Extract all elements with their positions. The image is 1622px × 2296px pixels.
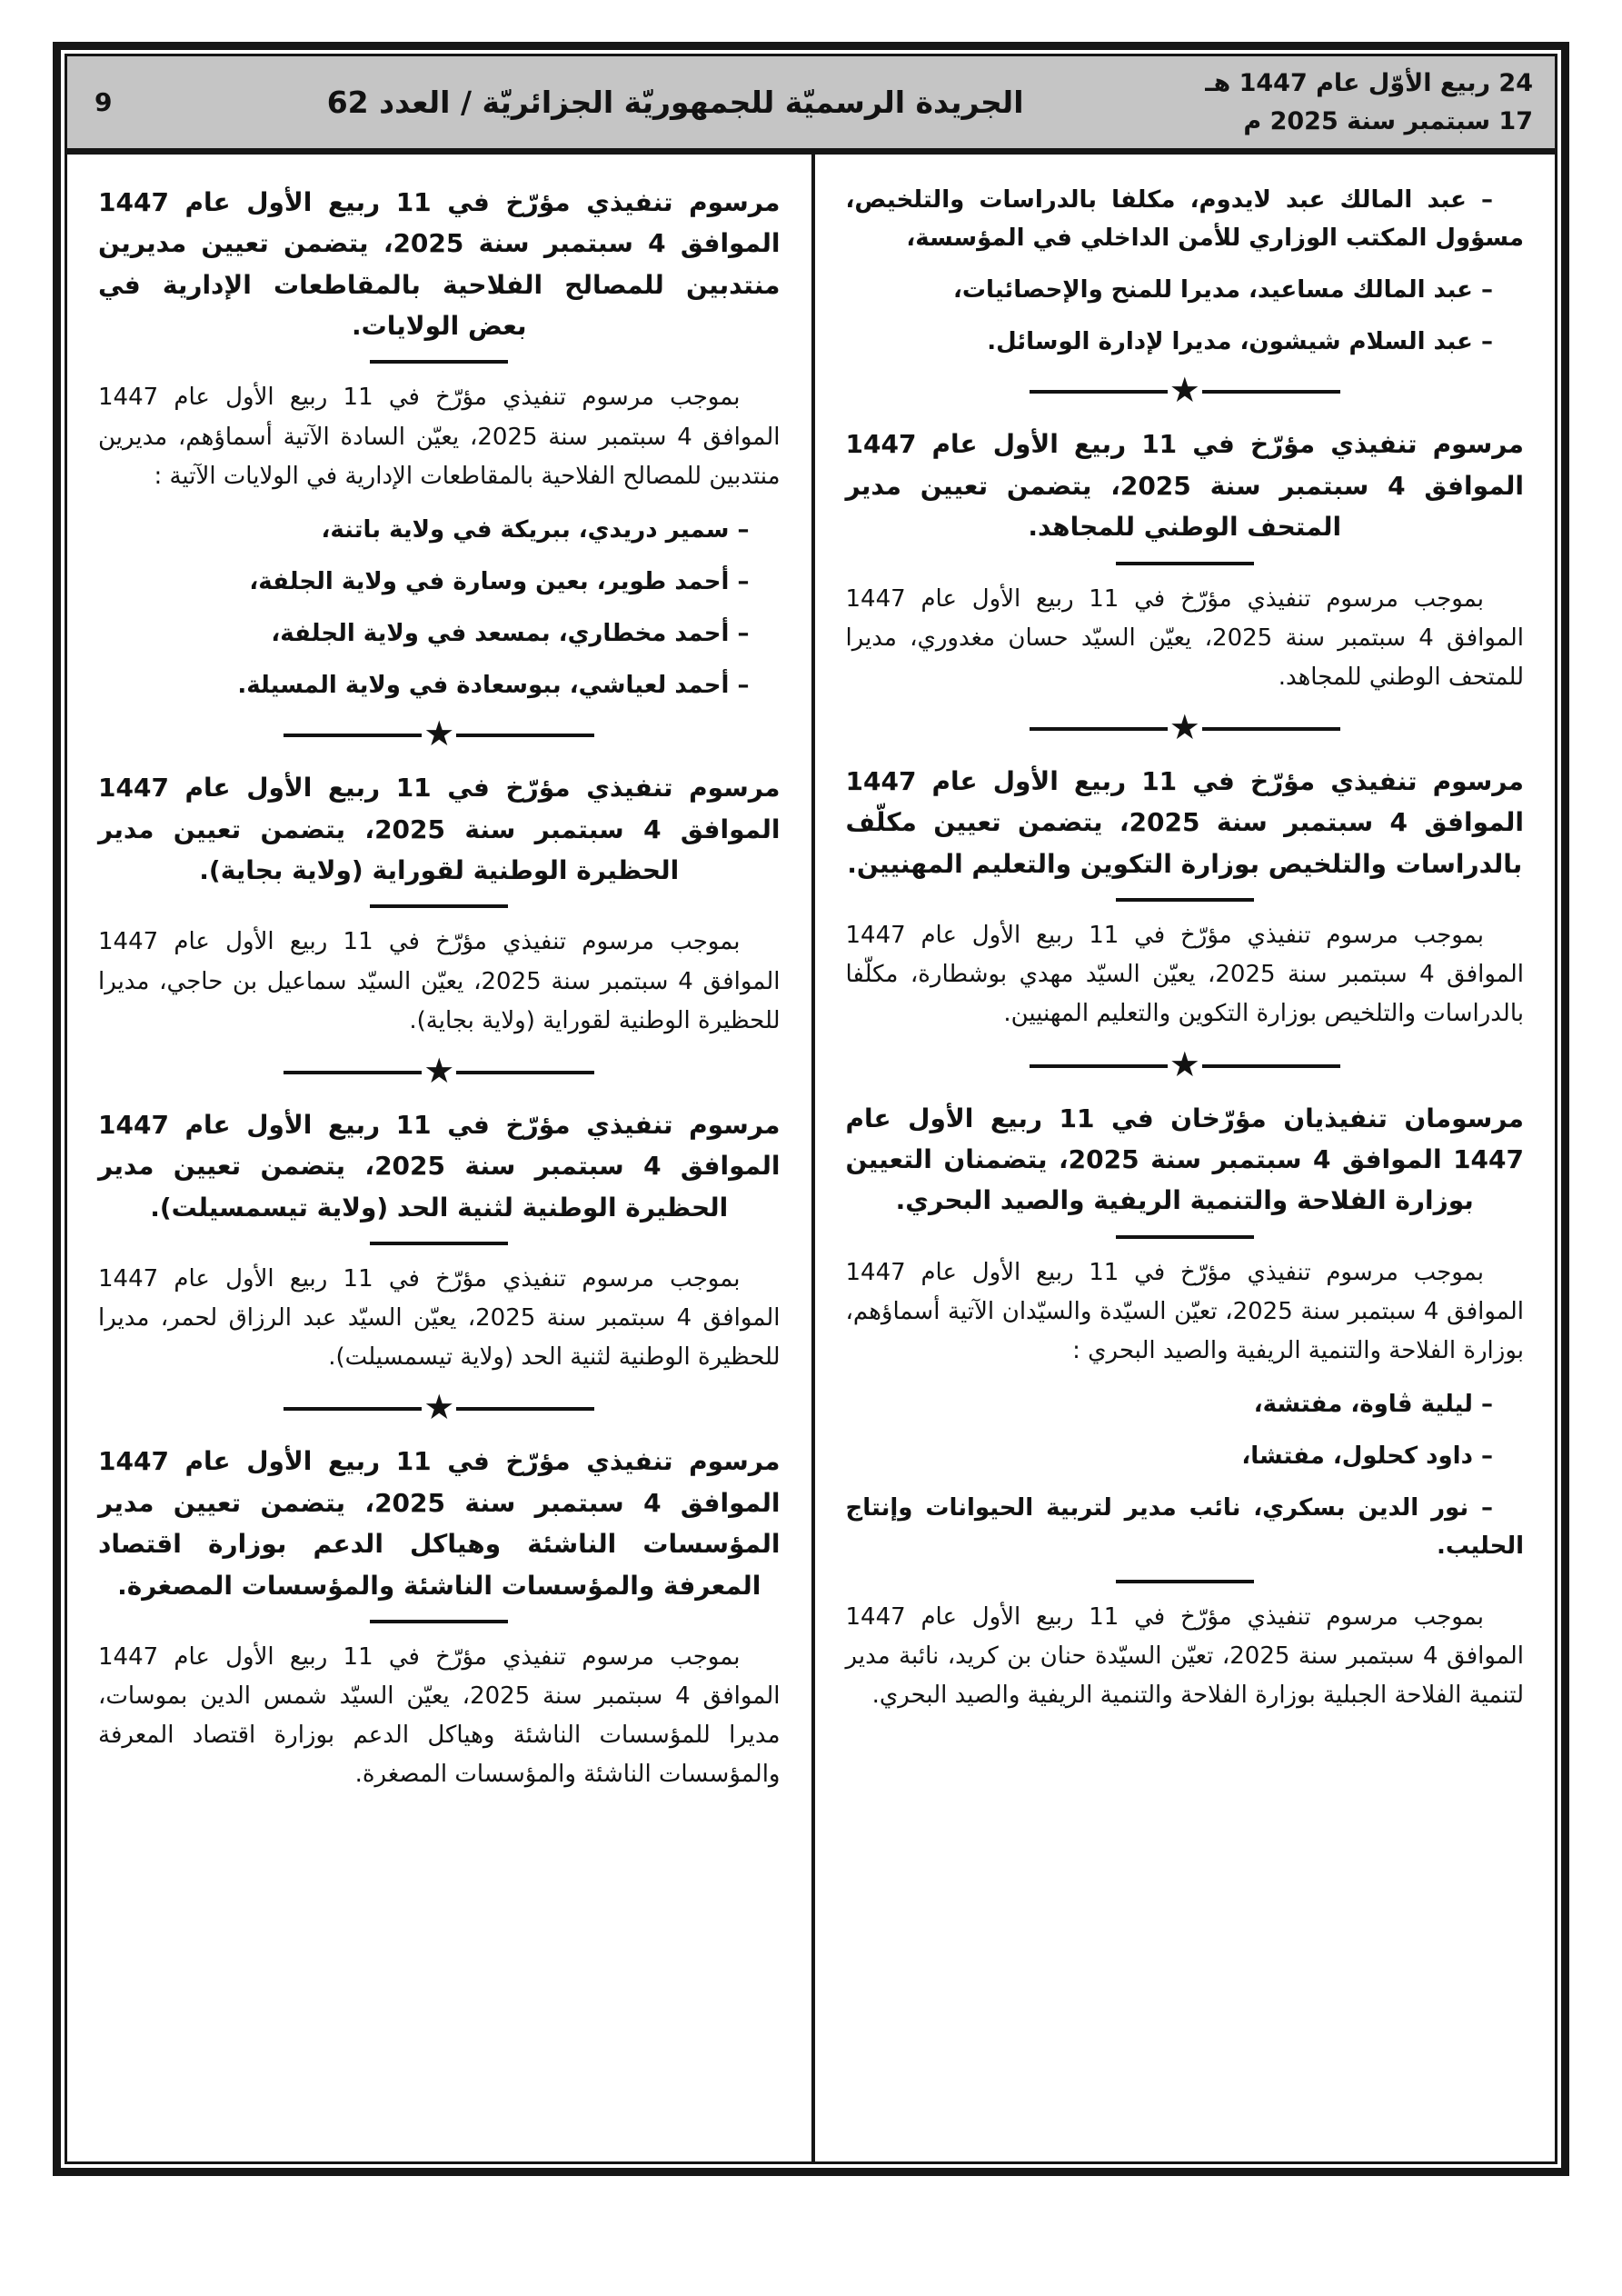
- separator-rule: [1116, 1235, 1254, 1239]
- separator-rule: [370, 904, 508, 908]
- decree-paragraph: بموجب مرسوم تنفيذي مؤرّخ في 11 ربيع الأول عام 1447 الموافق 4 سبتمبر سنة 2025، تعيّن السيّدة حنان بن كريد، نائبة مدير لتنمية الفلاحة الجبلية بوزارة الفلاحة والتنمية الريفية والصيد البحري.: [845, 1602, 1524, 1709]
- separator-rule: [1202, 390, 1340, 394]
- star-separator: [98, 1387, 781, 1428]
- masthead: [67, 56, 1555, 155]
- section-separator: [846, 1580, 1525, 1583]
- page-number: 9: [95, 87, 113, 117]
- star-icon: ★: [423, 1050, 455, 1091]
- separator-rule: [1030, 727, 1168, 731]
- star-separator: [98, 1050, 781, 1091]
- appointment-item: – عبد السلام شيشون، مديرا لإدارة الوسائل.: [987, 328, 1493, 356]
- star-icon: ★: [1169, 370, 1200, 411]
- separator-rule: [284, 1071, 422, 1074]
- separator-rule: [1116, 1580, 1254, 1583]
- separator-rule: [1202, 1064, 1340, 1068]
- hijri-date: 24 ربيع الأوّل عام 1447 هـ: [1205, 68, 1533, 97]
- separator-rule: [370, 1242, 508, 1245]
- section-separator: [98, 904, 781, 908]
- appointment-item: – أحمد مخطاري، بمسعد في ولاية الجلفة،: [271, 620, 750, 648]
- star-separator: [98, 714, 781, 754]
- separator-rule: [456, 734, 594, 737]
- separator-rule: [1030, 390, 1168, 394]
- appointment-item: – أحمد لعياشي، ببوسعادة في ولاية المسيلة.: [237, 672, 750, 700]
- separator-rule: [456, 1407, 594, 1411]
- decree-heading: مرسومان تنفيذيان مؤرّخان في 11 ربيع الأول عام 1447 الموافق 4 سبتمبر سنة 2025، يتضمنان التعيين بوزارة الفلاحة والتنمية الريفية والصيد البحري.: [845, 1103, 1524, 1216]
- separator-rule: [284, 1407, 422, 1411]
- decree-paragraph: بموجب مرسوم تنفيذي مؤرّخ في 11 ربيع الأول عام 1447 الموافق 4 سبتمبر سنة 2025، يعيّن السيّد شمس الدين بموسات، مديرا للمؤسسات الناشئة وهياكل الدعم بوزارة اقتصاد المعرفة والمؤسسات الناشئة والمؤسسات المصغرة.: [98, 1642, 781, 1789]
- appointment-item: – أحمد طوير، بعين وسارة في ولاية الجلفة،: [249, 568, 750, 596]
- star-separator: [846, 370, 1525, 411]
- appointment-item: – داود كحلول، مفتشا،: [1241, 1442, 1493, 1471]
- document-body: [67, 155, 1555, 2161]
- decree-paragraph: بموجب مرسوم تنفيذي مؤرّخ في 11 ربيع الأول عام 1447 الموافق 4 سبتمبر سنة 2025، يعيّن السيّد مهدي بوشطارة، مكلّفا بالدراسات والتلخيص بوزارة التكوين والتعليم المهنيين.: [845, 922, 1524, 1028]
- page-frame-outer: [53, 42, 1569, 2176]
- decree-paragraph: بموجب مرسوم تنفيذي مؤرّخ في 11 ربيع الأول عام 1447 الموافق 4 سبتمبر سنة 2025، تعيّن السيّدة والسيّدان الآتية أسماؤهم، بوزارة الفلاحة والتنمية الريفية والصيد البحري :: [845, 1258, 1524, 1364]
- separator-rule: [1030, 1064, 1168, 1068]
- decree-heading: مرسوم تنفيذي مؤرّخ في 11 ربيع الأول عام 1447 الموافق 4 سبتمبر سنة 2025، يتضمن تعيين مديرين منتدبين للمصالح الفلاحية بالمقاطعات الإدارية في بعض الولايات.: [98, 187, 781, 342]
- appointment-item: – عبد المالك مساعيد، مديرا للمنح والإحصائيات،: [953, 276, 1493, 304]
- section-separator: [846, 1235, 1525, 1239]
- decree-paragraph: بموجب مرسوم تنفيذي مؤرّخ في 11 ربيع الأول عام 1447 الموافق 4 سبتمبر سنة 2025، يعيّن السيّد حسان مغدوري، مديرا للمتحف الوطني للمجاهد.: [845, 584, 1524, 691]
- decree-heading: مرسوم تنفيذي مؤرّخ في 11 ربيع الأول عام 1447 الموافق 4 سبتمبر سنة 2025، يتضمن تعيين مدير الحظيرة الوطنية لثنية الحد (ولاية تيسمسيلت).: [98, 1109, 781, 1223]
- page-frame-inner: [65, 54, 1557, 2164]
- issue-dates: [1205, 65, 1533, 141]
- appointment-item: – نور الدين بسكري، نائب مدير لتربية الحيوانات وإنتاج الحليب.: [845, 1494, 1524, 1561]
- separator-rule: [1116, 562, 1254, 565]
- decree-paragraph: بموجب مرسوم تنفيذي مؤرّخ في 11 ربيع الأول عام 1447 الموافق 4 سبتمبر سنة 2025، يعيّن السيّد عبد الرزاق لحمر، مديرا للحظيرة الوطنية لثنية الحد (ولاية تيسمسيلت).: [98, 1264, 781, 1372]
- separator-rule: [370, 360, 508, 364]
- separator-rule: [370, 1620, 508, 1623]
- decree-heading: مرسوم تنفيذي مؤرّخ في 11 ربيع الأول عام 1447 الموافق 4 سبتمبر سنة 2025، يتضمن تعيين مدير المؤسسات الناشئة وهياكل الدعم بوزارة اقتصاد المعرفة والمؤسسات الناشئة والمؤسسات المصغرة.: [98, 1446, 781, 1601]
- decree-heading: مرسوم تنفيذي مؤرّخ في 11 ربيع الأول عام 1447 الموافق 4 سبتمبر سنة 2025، يتضمن تعيين مدير الحظيرة الوطنية لقوراية (ولاية بجاية).: [98, 773, 781, 886]
- decree-paragraph: بموجب مرسوم تنفيذي مؤرّخ في 11 ربيع الأول عام 1447 الموافق 4 سبتمبر سنة 2025، يعيّن السيّد سماعيل بن حاجي، مديرا للحظيرة الوطنية لقوراية (ولاية بجاية).: [98, 928, 781, 1034]
- star-icon: ★: [423, 714, 455, 754]
- appointment-item: – عبد المالك عبد لايدوم، مكلفا بالدراسات والتلخيص، مسؤول المكتب الوزاري للأمن الداخلي في المؤسسة،: [845, 186, 1524, 253]
- gregorian-date: 17 سبتمبر سنة 2025 م: [1243, 106, 1533, 135]
- star-icon: ★: [1169, 1043, 1200, 1084]
- star-icon: ★: [423, 1387, 455, 1428]
- section-separator: [98, 360, 781, 364]
- star-separator: [846, 1043, 1525, 1084]
- star-icon: ★: [1169, 706, 1200, 747]
- journal-title: الجريدة الرسميّة للجمهوريّة الجزائريّة / العدد 62: [326, 85, 1024, 120]
- appointment-item: – ليلية ڤاوة، مفتشة،: [1253, 1391, 1493, 1419]
- section-separator: [846, 898, 1525, 902]
- section-separator: [98, 1620, 781, 1623]
- separator-rule: [1202, 727, 1340, 731]
- column-left: [67, 155, 811, 2161]
- column-right: [811, 155, 1556, 2161]
- separator-rule: [1116, 898, 1254, 902]
- separator-rule: [284, 734, 422, 737]
- decree-paragraph: بموجب مرسوم تنفيذي مؤرّخ في 11 ربيع الأول عام 1447 الموافق 4 سبتمبر سنة 2025، يعيّن السادة الآتية أسماؤهم، مديرين منتدبين للمصالح الفلاحية بالمقاطعات الإدارية في الولايات الآتية :: [98, 384, 781, 490]
- section-separator: [846, 562, 1525, 565]
- decree-heading: مرسوم تنفيذي مؤرّخ في 11 ربيع الأول عام 1447 الموافق 4 سبتمبر سنة 2025، يتضمن تعيين مدير المتحف الوطني للمجاهد.: [845, 429, 1525, 543]
- separator-rule: [456, 1071, 594, 1074]
- decree-heading: مرسوم تنفيذي مؤرّخ في 11 ربيع الأول عام 1447 الموافق 4 سبتمبر سنة 2025، يتضمن تعيين مكلّف بالدراسات والتلخيص بوزارة التكوين والتعليم المهنيين.: [845, 765, 1525, 879]
- appointment-item: – سمير دريدي، ببريكة في ولاية باتنة،: [321, 515, 750, 544]
- star-separator: [846, 706, 1525, 747]
- section-separator: [98, 1242, 781, 1245]
